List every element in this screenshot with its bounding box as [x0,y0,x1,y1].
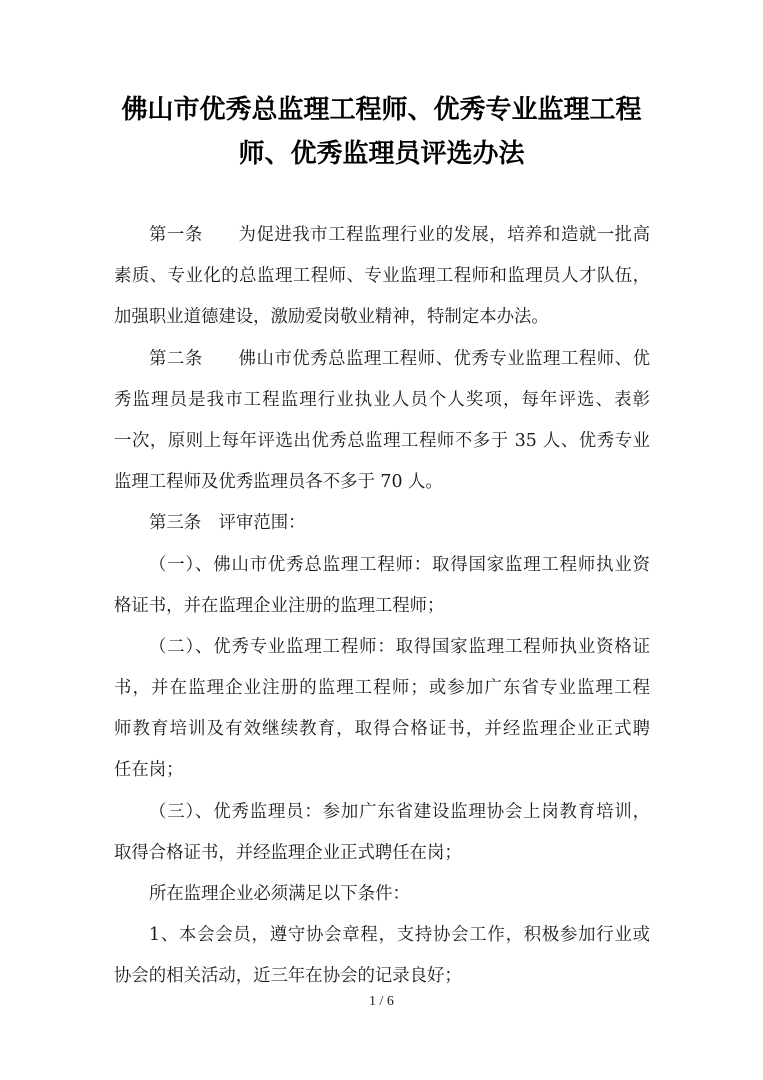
paragraph-article-1 [114,215,650,339]
text-line: （三）、优秀监理员：参加广东省建设监理协会上岗教育培训， [149,801,650,822]
document-body [114,215,650,998]
text-line: 加强职业道德建设，激励爱岗敬业精神，特制定本办法。 [114,307,549,328]
paragraph-scope-1 [114,545,650,627]
title-line-1: 佛山市优秀总监理工程师、优秀专业监理工程 [121,95,642,125]
text-line: 取得合格证书，并经监理企业正式聘任在岗； [114,842,462,863]
text-line: 书，并在监理企业注册的监理工程师；或参加广东省专业监理工程 [114,678,650,699]
text-line: 素质、专业化的总监理工程师、专业监理工程师和监理员人才队伍， [114,266,650,287]
text-line: 第三条 评审范围： [149,513,306,534]
text-line: 第一条 为促进我市工程监理行业的发展，培养和造就一批高 [149,225,650,245]
text-line: 任在岗； [114,760,184,781]
paragraph-company-conditions [114,874,650,915]
text-line: 师教育培训及有效继续教育，取得合格证书，并经监理企业正式聘 [114,719,650,740]
document-title [110,88,653,176]
text-line: （二）、优秀专业监理工程师：取得国家监理工程师执业资格证 [149,636,650,657]
text-line: 第二条 佛山市优秀总监理工程师、优秀专业监理工程师、优 [149,348,650,369]
text-line: 协会的相关活动，近三年在协会的记录良好； [114,966,462,987]
text-line: 监理工程师及优秀监理员各不多于 70 人。 [114,472,443,493]
title-line-2: 师、优秀监理员评选办法 [238,139,525,169]
text-line: 一次，原则上每年评选出优秀总监理工程师不多于 35 人、优秀专业 [114,430,650,451]
page-indicator: 1 / 6 [369,994,394,1009]
paragraph-article-2 [114,339,650,504]
text-line: 秀监理员是我市工程监理行业执业人员个人奖项，每年评选、表彰 [114,389,650,410]
text-line: 所在监理企业必须满足以下条件： [149,884,410,904]
text-line: 格证书，并在监理企业注册的监理工程师； [114,595,445,616]
text-line: 1、本会会员，遵守协会章程，支持协会工作，积极参加行业或 [149,925,650,946]
paragraph-condition-1 [114,915,650,997]
paragraph-scope-3 [114,792,650,874]
paragraph-article-3 [114,503,650,544]
paragraph-scope-2 [114,627,650,792]
text-line: （一）、佛山市优秀总监理工程师：取得国家监理工程师执业资 [149,554,650,575]
